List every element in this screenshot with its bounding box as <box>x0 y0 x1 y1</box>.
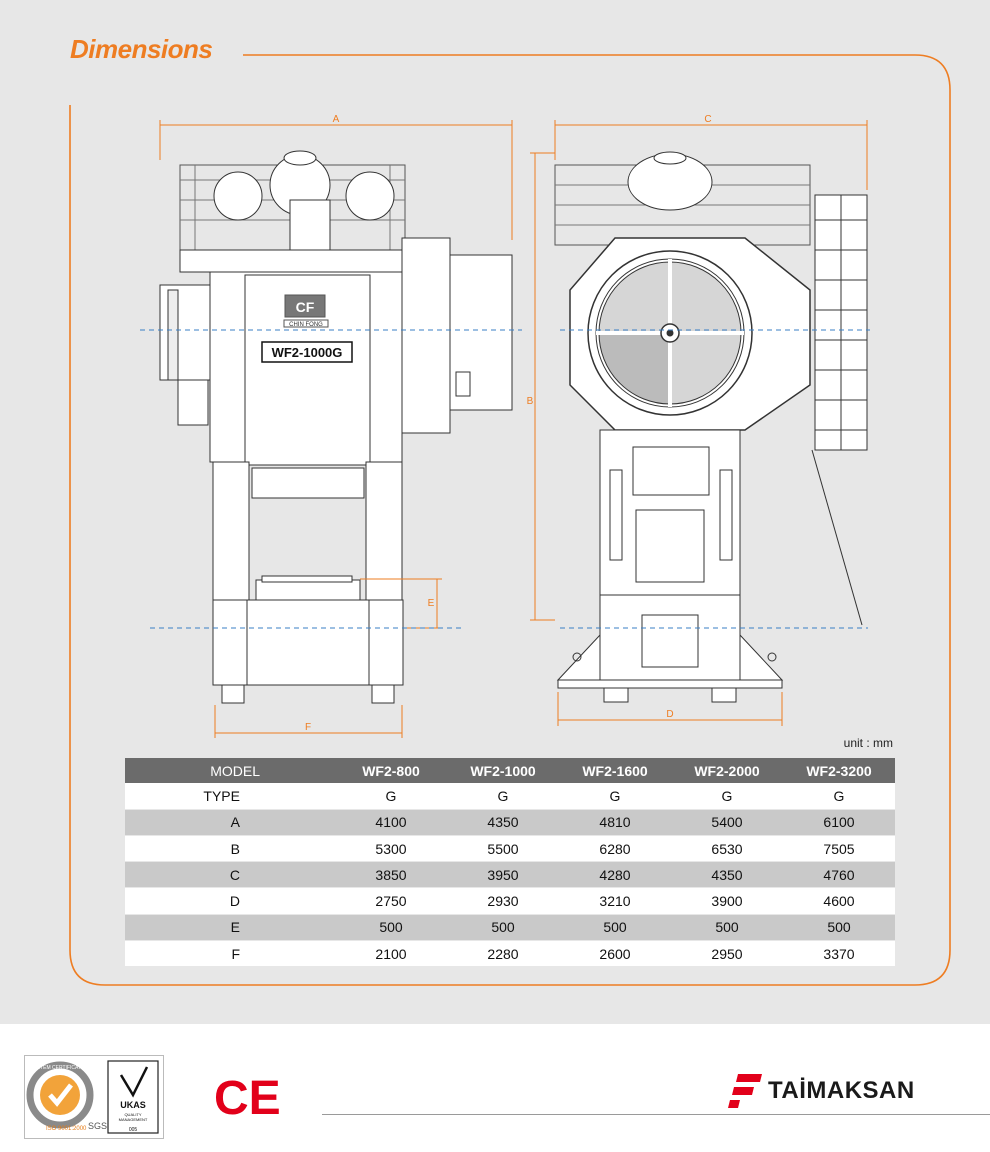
svg-text:ISO 9001:2000: ISO 9001:2000 <box>46 1126 87 1132</box>
row-label: C <box>125 862 335 888</box>
svg-text:SYSTEM CERTIFICATION: SYSTEM CERTIFICATION <box>30 1065 90 1071</box>
table-cell: 6100 <box>783 809 895 835</box>
table-cell: 500 <box>335 914 447 940</box>
table-cell: 500 <box>559 914 671 940</box>
table-header-row <box>125 758 895 783</box>
front-view <box>160 151 512 703</box>
table-cell: 4280 <box>559 862 671 888</box>
table-cell: G <box>671 783 783 809</box>
table-cell: 3900 <box>671 888 783 914</box>
table-cell: G <box>447 783 559 809</box>
table-row <box>125 914 895 940</box>
row-label: E <box>125 914 335 940</box>
brand-mark-icon <box>728 1074 762 1108</box>
column-header: WF2-2000 <box>671 758 783 783</box>
table-cell: 6530 <box>671 835 783 861</box>
svg-text:QUALITY: QUALITY <box>124 1112 142 1117</box>
column-header: WF2-1000 <box>447 758 559 783</box>
row-label: B <box>125 835 335 861</box>
table-row <box>125 862 895 888</box>
column-header: MODEL <box>125 758 335 783</box>
table-cell: 4760 <box>783 862 895 888</box>
row-label: TYPE <box>125 783 335 809</box>
table-row <box>125 941 895 967</box>
dim-label-c: C <box>704 114 712 125</box>
table-cell: 500 <box>671 914 783 940</box>
table-cell: 2750 <box>335 888 447 914</box>
unit-label: unit : mm <box>843 736 893 750</box>
table-cell: 3850 <box>335 862 447 888</box>
page-title: Dimensions <box>70 34 213 64</box>
table-cell: 4350 <box>447 809 559 835</box>
svg-text:CE: CE <box>214 1072 281 1120</box>
column-header: WF2-800 <box>335 758 447 783</box>
table-cell: 7505 <box>783 835 895 861</box>
dimension-spec-table <box>125 758 895 966</box>
table-cell: G <box>783 783 895 809</box>
dim-label-b: B <box>526 396 534 407</box>
iso-certification-badge <box>24 1055 164 1139</box>
svg-text:CHIN FONG: CHIN FONG <box>289 322 323 328</box>
table-cell: 2930 <box>447 888 559 914</box>
footer-divider <box>322 1114 990 1115</box>
dim-label-e: E <box>427 598 435 609</box>
table-cell: G <box>335 783 447 809</box>
dim-label-d: D <box>666 709 674 720</box>
table-cell: 4600 <box>783 888 895 914</box>
side-view <box>555 152 867 702</box>
table-cell: 5300 <box>335 835 447 861</box>
svg-text:005: 005 <box>128 1127 138 1133</box>
table-cell: 500 <box>783 914 895 940</box>
press-dimension-drawing <box>140 110 880 740</box>
row-label: D <box>125 888 335 914</box>
table-cell: 3950 <box>447 862 559 888</box>
table-cell: 6280 <box>559 835 671 861</box>
svg-text:CF: CF <box>295 299 315 315</box>
svg-text:MANAGEMENT: MANAGEMENT <box>118 1117 148 1122</box>
row-label: F <box>125 941 335 967</box>
dim-label-a: A <box>332 114 340 125</box>
table-cell: 2280 <box>447 941 559 967</box>
table-cell: 4100 <box>335 809 447 835</box>
model-plate: WF2-1000G <box>271 345 343 360</box>
table-cell: 2950 <box>671 941 783 967</box>
table-cell: 5500 <box>447 835 559 861</box>
brand-logo <box>728 1074 915 1108</box>
table-cell: 2100 <box>335 941 447 967</box>
table-cell: G <box>559 783 671 809</box>
svg-text:UKAS: UKAS <box>120 1100 146 1110</box>
table-cell: 3370 <box>783 941 895 967</box>
column-header: WF2-1600 <box>559 758 671 783</box>
table-cell: 500 <box>447 914 559 940</box>
table-row <box>125 888 895 914</box>
dim-label-f: F <box>304 722 312 733</box>
table-cell: 3210 <box>559 888 671 914</box>
table-cell: 2600 <box>559 941 671 967</box>
table-row <box>125 835 895 861</box>
svg-text:SGS: SGS <box>88 1121 108 1131</box>
table-cell: 4350 <box>671 862 783 888</box>
ce-mark <box>214 1070 290 1120</box>
table-cell: 5400 <box>671 809 783 835</box>
brand-name: TAİMAKSAN <box>768 1077 915 1104</box>
table-row <box>125 783 895 809</box>
table-row <box>125 809 895 835</box>
row-label: A <box>125 809 335 835</box>
column-header: WF2-3200 <box>783 758 895 783</box>
table-cell: 4810 <box>559 809 671 835</box>
